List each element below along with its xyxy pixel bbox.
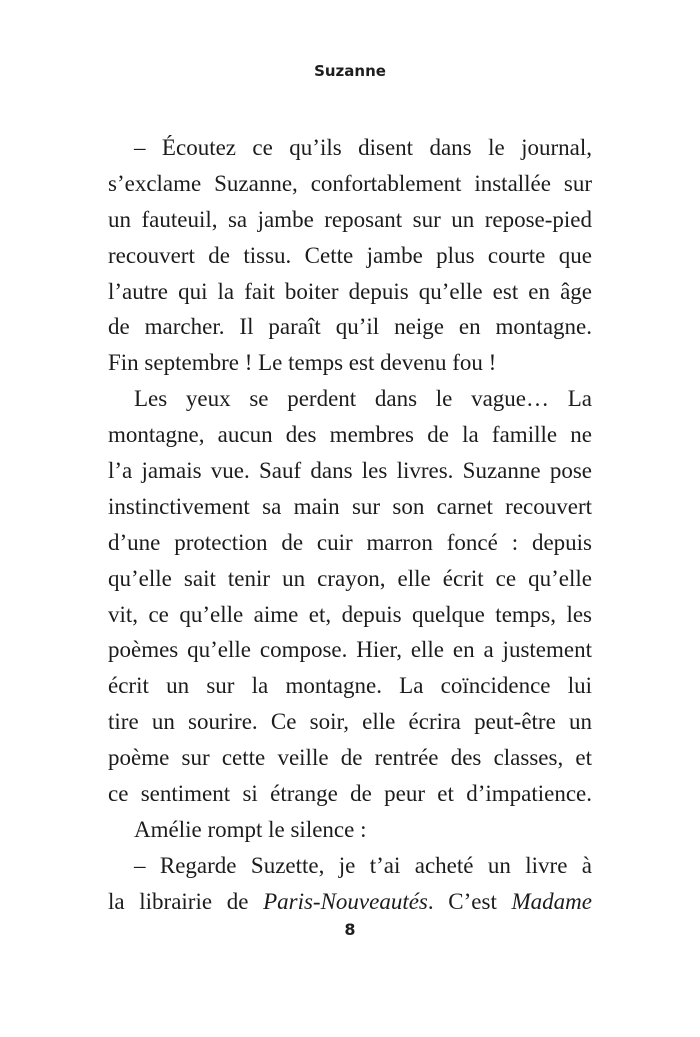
text-line: écrit un sur la montagne. La coïncidence lui bbox=[108, 673, 592, 699]
text-segment: la librairie de bbox=[108, 888, 264, 914]
text-line: Fin septembre ! Le temps est devenu fou ! bbox=[108, 350, 497, 376]
text-line-final bbox=[108, 884, 592, 920]
text-line: d’une protection de cuir marron foncé : depuis bbox=[108, 529, 592, 555]
italic-title: Paris-Nouveautés bbox=[263, 888, 428, 914]
text-line: poème sur cette veille de rentrée des classes, et bbox=[108, 745, 592, 771]
text-line: s’exclame Suzanne, confortablement installée sur bbox=[108, 170, 592, 196]
text-line: qu’elle sait tenir un crayon, elle écrit ce qu’elle bbox=[108, 565, 592, 591]
running-head: Suzanne bbox=[314, 62, 386, 80]
text-line: un fauteuil, sa jambe reposant sur un repose-pied bbox=[108, 206, 592, 232]
text-segment: . C’est bbox=[427, 888, 512, 914]
body-text bbox=[108, 130, 592, 920]
text-line: Les yeux se perdent dans le vague… La bbox=[134, 386, 592, 412]
text-line: montagne, aucun des membres de la famille ne bbox=[108, 422, 592, 448]
text-line: – Regarde Suzette, je t’ai acheté un livre à bbox=[134, 852, 592, 878]
text-line: ce sentiment si étrange de peur et d’impatience. bbox=[108, 781, 592, 807]
text-line: l’autre qui la fait boiter depuis qu’elle est en âge bbox=[108, 278, 592, 304]
page-number: 8 bbox=[344, 920, 356, 939]
text-line: – Écoutez ce qu’ils disent dans le journal, bbox=[134, 135, 592, 160]
text-line: recouvert de tissu. Cette jambe plus courte que bbox=[108, 242, 592, 268]
text-line: vit, ce qu’elle aime et, depuis quelque temps, les bbox=[108, 601, 592, 627]
text-line: poèmes qu’elle compose. Hier, elle en a justement bbox=[108, 637, 592, 663]
text-line: instinctivement sa main sur son carnet recouvert bbox=[108, 493, 592, 519]
text-line: de marcher. Il paraît qu’il neige en montagne. bbox=[108, 314, 592, 340]
text-line: l’a jamais vue. Sauf dans les livres. Suzanne pose bbox=[108, 458, 592, 484]
text-line: tire un sourire. Ce soir, elle écrira peut-être un bbox=[108, 709, 592, 735]
text-line: Amélie rompt le silence : bbox=[134, 816, 367, 842]
italic-title: Madame bbox=[511, 888, 592, 914]
